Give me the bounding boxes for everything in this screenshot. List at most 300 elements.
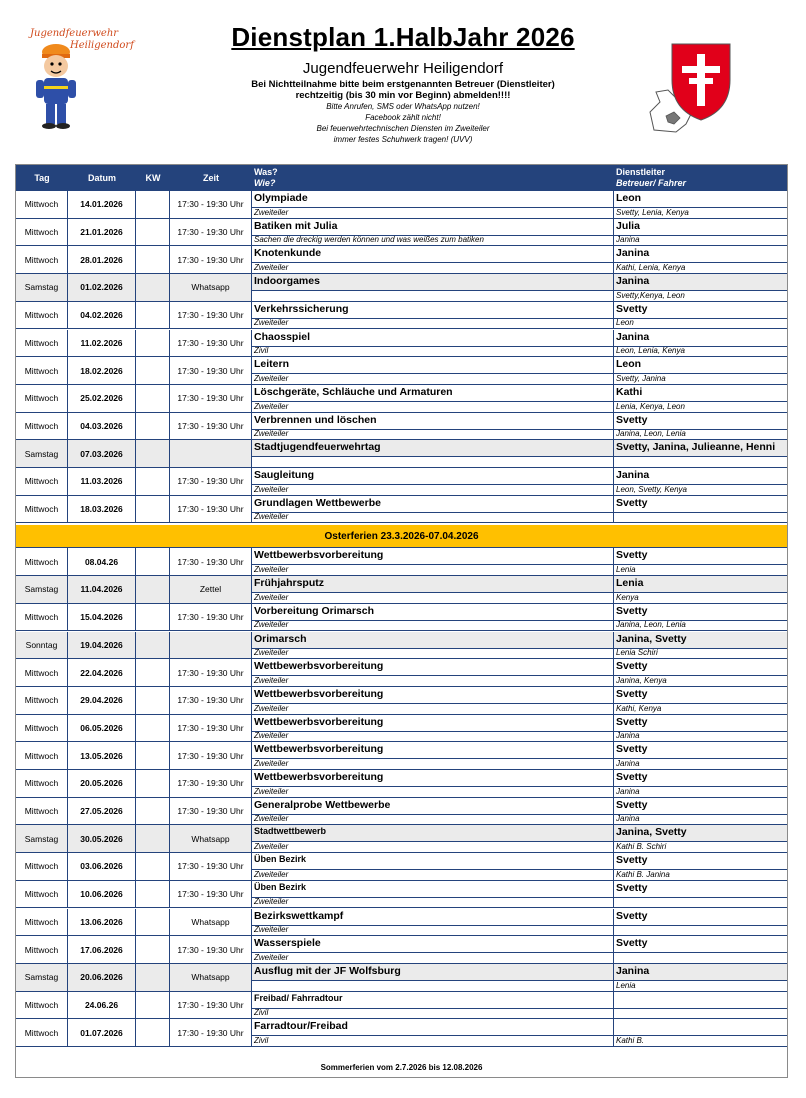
table-row [16,496,787,524]
kw-cell [136,246,170,273]
date-cell: 18.02.2026 [68,357,136,384]
leader-cell [614,632,787,659]
leader-name: Svetty [616,302,648,315]
time-cell: 17:30 - 19:30 Uhr [170,936,252,963]
attire-text: Zweiteiler [254,373,289,383]
helpers-text: Lenia, Kenya, Leon [616,401,685,411]
activity-cell [252,770,614,797]
column-header-how: Wie? [254,178,276,188]
attire-text: Zweiteiler [254,207,289,217]
activity-title: Freibad/ Fahrradtour [254,992,343,1003]
helpers-text: Janina, Kenya [616,675,667,685]
activity-cell [252,440,614,467]
date-cell: 28.01.2026 [68,246,136,273]
column-header-what: Was? [254,167,278,177]
attire-text: Zweiteiler [254,318,289,328]
table-row [16,191,787,219]
column-header-date: Datum [87,173,116,183]
note-line: rechtzeitig (bis 30 min vor Beginn) abmelden!!!! [295,90,511,101]
leader-cell [614,909,787,936]
time-cell: 17:30 - 19:30 Uhr [170,302,252,329]
table-row [16,659,787,687]
leader-cell [614,881,787,908]
day-cell: Mittwoch [16,246,68,273]
day-cell: Mittwoch [16,853,68,880]
activity-title: Grundlagen Wettbewerbe [254,496,381,509]
leader-name: Janina, Svetty [616,632,687,645]
date-cell: 30.05.2026 [68,825,136,852]
easter-holiday-banner: Osterferien 23.3.2026-07.04.2026 [16,525,787,548]
table-row [16,825,787,853]
activity-cell [252,964,614,991]
table-row [16,357,787,385]
table-row [16,385,787,413]
time-cell: 17:30 - 19:30 Uhr [170,191,252,218]
activity-title: Chaosspiel [254,330,311,343]
leader-cell [614,770,787,797]
day-cell: Mittwoch [16,909,68,936]
day-cell: Mittwoch [16,742,68,769]
day-cell: Mittwoch [16,992,68,1019]
time-cell: 17:30 - 19:30 Uhr [170,881,252,908]
helpers-text: Janina, Leon, Lenia [616,429,686,439]
table-row [16,715,787,743]
activity-title: Frühjahrsputz [254,577,324,590]
kw-cell [136,715,170,742]
leader-cell [614,548,787,575]
kw-cell [136,687,170,714]
activity-title: Üben Bezirk [254,881,307,892]
leader-cell [614,330,787,357]
day-cell: Samstag [16,440,68,467]
leader-name: Lenia [616,577,644,590]
cell-divider [252,346,613,347]
time-cell [170,440,252,467]
table-row [16,853,787,881]
day-cell: Mittwoch [16,881,68,908]
note-line: immer festes Schuhwerk tragen! (UVV) [333,135,473,144]
kw-cell [136,274,170,301]
cell-divider [252,318,613,319]
date-cell: 11.04.2026 [68,576,136,603]
leader-cell [614,576,787,603]
column-header-time: Zeit [202,173,219,183]
activity-title: Leitern [254,358,290,371]
activity-cell [252,302,614,329]
activity-cell [252,659,614,686]
table-row [16,604,787,632]
activity-cell [252,219,614,246]
day-cell: Mittwoch [16,936,68,963]
leader-name: Svetty [616,937,648,950]
leader-cell [614,246,787,273]
activity-cell [252,825,614,852]
leader-name: Svetty [616,881,648,894]
kw-cell [136,964,170,991]
date-cell: 17.06.2026 [68,936,136,963]
helpers-text: Janina, Leon, Lenia [616,620,686,630]
column-header-lead: Dienstleiter [616,167,666,177]
table-row [16,687,787,715]
kw-cell [136,742,170,769]
date-cell: 11.02.2026 [68,330,136,357]
table-row [16,219,787,247]
helpers-text: Janina [616,814,640,824]
cell-divider [614,1008,787,1009]
date-cell: 22.04.2026 [68,659,136,686]
svg-text:Heiligendorf: Heiligendorf [70,40,134,51]
date-cell: 19.04.2026 [68,632,136,659]
helpers-text: Leon [616,318,634,328]
attire-text: Zweiteiler [254,897,289,907]
leader-name: Svetty [616,909,648,922]
day-cell: Mittwoch [16,548,68,575]
leader-cell [614,219,787,246]
date-cell: 10.06.2026 [68,881,136,908]
table-row [16,936,787,964]
kw-cell [136,576,170,603]
helpers-text: Janina [616,786,640,796]
activity-title: Orimarsch [254,632,307,645]
cell-divider [252,456,613,457]
day-cell: Mittwoch [16,302,68,329]
leader-name: Julia [616,219,640,232]
helpers-text: Janina [616,731,640,741]
attire-text: Zweiteiler [254,869,289,879]
cell-divider [252,1008,613,1009]
cell-divider [252,814,613,815]
time-cell: Whatsapp [170,964,252,991]
day-cell: Mittwoch [16,468,68,495]
leader-cell [614,964,787,991]
attire-text: Zweiteiler [254,565,289,575]
attire-text: Zweiteiler [254,703,289,713]
leader-cell [614,440,787,467]
kw-cell [136,440,170,467]
kw-cell [136,191,170,218]
cell-divider [252,980,613,981]
kw-cell [136,413,170,440]
helpers-text: Leon, Lenia, Kenya [616,346,685,356]
note-line: Bei feuerwehrtechnischen Diensten im Zweiteiler [316,124,490,133]
kw-cell [136,385,170,412]
table-row [16,440,787,468]
activity-cell [252,604,614,631]
leader-cell [614,992,787,1019]
leader-cell [614,357,787,384]
table-row [16,548,787,576]
leader-name: Janina [616,330,650,343]
cell-divider [252,207,613,208]
day-cell: Mittwoch [16,191,68,218]
kw-cell [136,770,170,797]
date-cell: 18.03.2026 [68,496,136,523]
page-header [0,0,806,160]
time-cell: 17:30 - 19:30 Uhr [170,548,252,575]
activity-title: Farradtour/Freibad [254,1020,348,1033]
helpers-text: Svetty,Kenya, Leon [616,290,685,300]
leader-cell [614,604,787,631]
cell-divider [614,980,787,981]
day-cell: Mittwoch [16,330,68,357]
leader-name: Kathi [616,385,643,398]
time-cell: 17:30 - 19:30 Uhr [170,715,252,742]
activity-cell [252,992,614,1019]
kw-cell [136,992,170,1019]
leader-name: Janina [616,469,650,481]
activity-cell [252,274,614,301]
activity-cell [252,742,614,769]
coat-of-arms-icon [646,40,736,140]
attire-text: Zweiteiler [254,620,289,630]
attire-text: Zweiteiler [254,814,289,824]
leader-name: Svetty [616,715,648,728]
leader-cell [614,191,787,218]
day-cell: Mittwoch [16,770,68,797]
activity-title: Stadtwettbewerb [254,826,327,837]
activity-title: Verkehrssicherung [254,302,349,315]
leader-name: Janina, Svetty [616,826,687,839]
activity-title: Üben Bezirk [254,854,307,865]
cell-divider [252,620,613,621]
leader-name: Svetty [616,496,648,509]
leader-cell [614,798,787,825]
cell-divider [252,675,613,676]
time-cell: 17:30 - 19:30 Uhr [170,770,252,797]
leader-name: Leon [616,358,642,371]
activity-title: Wettbewerbsvorbereitung [254,549,384,562]
table-header [16,165,787,191]
table-row [16,576,787,604]
day-cell: Samstag [16,274,68,301]
leader-name: Svetty [616,413,648,426]
attire-text: Zivil [254,346,269,356]
note-line: Facebook zählt nicht! [365,113,441,122]
activity-title: Vorbereitung Orimarsch [254,604,375,617]
column-header-helpers: Betreuer/ Fahrer [616,178,687,188]
table-row [16,330,787,358]
date-cell: 13.06.2026 [68,909,136,936]
day-cell: Mittwoch [16,385,68,412]
kw-cell [136,825,170,852]
time-cell: 17:30 - 19:30 Uhr [170,798,252,825]
kw-cell [136,548,170,575]
column-header-kw: KW [145,173,161,183]
activity-title: Löschgeräte, Schläuche und Armaturen [254,385,453,398]
cell-divider [252,786,613,787]
leader-name: Svetty, Janina, Julieanne, Henni [616,441,776,454]
cell-divider [252,758,613,759]
date-cell: 03.06.2026 [68,853,136,880]
kw-cell [136,330,170,357]
table-row [16,964,787,992]
svg-text:Jugendfeuerwehr: Jugendfeuerwehr [30,28,119,39]
date-cell: 27.05.2026 [68,798,136,825]
attire-text: Zweiteiler [254,786,289,796]
date-cell: 29.04.2026 [68,687,136,714]
activity-cell [252,357,614,384]
time-cell: 17:30 - 19:30 Uhr [170,468,252,495]
attire-text: Zweiteiler [254,592,289,602]
table-row [16,881,787,909]
activity-title: Generalprobe Wettbewerbe [254,798,391,811]
helpers-text: Lenia [616,980,636,990]
activity-cell [252,191,614,218]
helpers-text: Kathi, Kenya [616,703,662,713]
kw-cell [136,302,170,329]
attire-text: Zweiteiler [254,758,289,768]
day-cell: Mittwoch [16,496,68,523]
helpers-text: Kathi B. [616,1035,645,1045]
cell-divider [614,318,787,319]
kw-cell [136,496,170,523]
time-cell: 17:30 - 19:30 Uhr [170,604,252,631]
activity-cell [252,715,614,742]
day-cell: Mittwoch [16,1019,68,1046]
activity-title: Stadtjugendfeuerwehrtag [254,441,381,454]
kw-cell [136,219,170,246]
kw-cell [136,468,170,495]
helpers-text: Lenia [616,565,636,575]
kw-cell [136,881,170,908]
time-cell: Whatsapp [170,274,252,301]
kw-cell [136,357,170,384]
activity-cell [252,496,614,523]
summer-holiday-note: Sommerferien vom 2.7.2026 bis 12.08.2026 [320,1063,483,1072]
leader-name: Leon [616,192,642,204]
leader-name: Svetty [616,604,648,617]
table-row [16,246,787,274]
helpers-text: Janina [616,235,640,245]
leader-cell [614,742,787,769]
day-cell: Mittwoch [16,357,68,384]
table-row [16,770,787,798]
activity-title: Bezirkswettkampf [254,909,344,922]
leader-cell [614,468,787,495]
activity-cell [252,687,614,714]
cell-divider [252,262,613,263]
table-row [16,798,787,826]
cell-divider [614,952,787,953]
cell-divider [252,648,613,649]
date-cell: 13.05.2026 [68,742,136,769]
attire-text: Sachen die dreckig werden können und was weißes zum batiken [254,235,484,245]
activity-cell [252,413,614,440]
leader-name: Svetty [616,771,648,783]
table-row [16,468,787,496]
helpers-text: Kathi B. Janina [616,869,670,879]
cell-divider [614,456,787,457]
date-cell: 01.07.2026 [68,1019,136,1046]
day-cell: Samstag [16,825,68,852]
attire-text: Zweiteiler [254,429,289,439]
kw-cell [136,936,170,963]
day-cell: Mittwoch [16,604,68,631]
cell-divider [252,925,613,926]
date-cell: 04.02.2026 [68,302,136,329]
day-cell: Mittwoch [16,687,68,714]
attire-text: Zweiteiler [254,925,289,935]
cell-divider [252,869,613,870]
cell-divider [252,373,613,374]
cell-divider [614,512,787,513]
time-cell: 17:30 - 19:30 Uhr [170,992,252,1019]
cell-divider [252,564,613,565]
date-cell: 07.03.2026 [68,440,136,467]
leader-name: Svetty [616,660,648,673]
leader-cell [614,825,787,852]
time-cell: 17:30 - 19:30 Uhr [170,742,252,769]
activity-cell [252,385,614,412]
cell-divider [252,731,613,732]
leader-name: Svetty [616,743,648,756]
cell-divider [252,401,613,402]
time-cell: Whatsapp [170,825,252,852]
time-cell: 17:30 - 19:30 Uhr [170,357,252,384]
cell-divider [252,429,613,430]
kw-cell [136,632,170,659]
time-cell: Whatsapp [170,909,252,936]
activity-title: Knotenkunde [254,247,322,260]
activity-title: Wettbewerbsvorbereitung [254,687,384,700]
leader-name: Svetty [616,854,648,867]
note-line: Bitte Anrufen, SMS oder WhatsApp nutzen! [326,102,480,111]
leader-name: Svetty [616,798,648,811]
activity-title: Wasserspiele [254,937,321,950]
cell-divider [614,592,787,593]
helpers-text: Svetty, Lenia, Kenya [616,207,689,217]
schedule-table [15,164,788,1078]
date-cell: 20.06.2026 [68,964,136,991]
date-cell: 01.02.2026 [68,274,136,301]
time-cell: 17:30 - 19:30 Uhr [170,413,252,440]
attire-text: Zweiteiler [254,512,289,522]
time-cell: 17:30 - 19:30 Uhr [170,853,252,880]
activity-title: Indoorgames [254,275,320,288]
activity-cell [252,632,614,659]
leader-cell [614,853,787,880]
day-cell: Samstag [16,576,68,603]
activity-title: Ausflug mit der JF Wolfsburg [254,964,401,977]
table-row [16,742,787,770]
kw-cell [136,853,170,880]
day-cell: Mittwoch [16,219,68,246]
table-row [16,632,787,660]
activity-title: Saugleitung [254,469,315,481]
table-row [16,909,787,937]
activity-cell [252,468,614,495]
activity-cell [252,246,614,273]
attire-text: Zweiteiler [254,401,289,411]
time-cell: 17:30 - 19:30 Uhr [170,687,252,714]
kw-cell [136,798,170,825]
table-row [16,992,787,1020]
time-cell: 17:30 - 19:30 Uhr [170,659,252,686]
cell-divider [252,290,613,291]
cell-divider [252,703,613,704]
attire-text: Zweiteiler [254,263,289,273]
helpers-text: Janina [616,758,640,768]
time-cell: 17:30 - 19:30 Uhr [170,385,252,412]
kw-cell [136,909,170,936]
leader-cell [614,274,787,301]
date-cell: 06.05.2026 [68,715,136,742]
leader-cell [614,659,787,686]
attire-text: Zweiteiler [254,842,289,852]
day-cell: Mittwoch [16,413,68,440]
activity-cell [252,548,614,575]
leader-cell [614,385,787,412]
